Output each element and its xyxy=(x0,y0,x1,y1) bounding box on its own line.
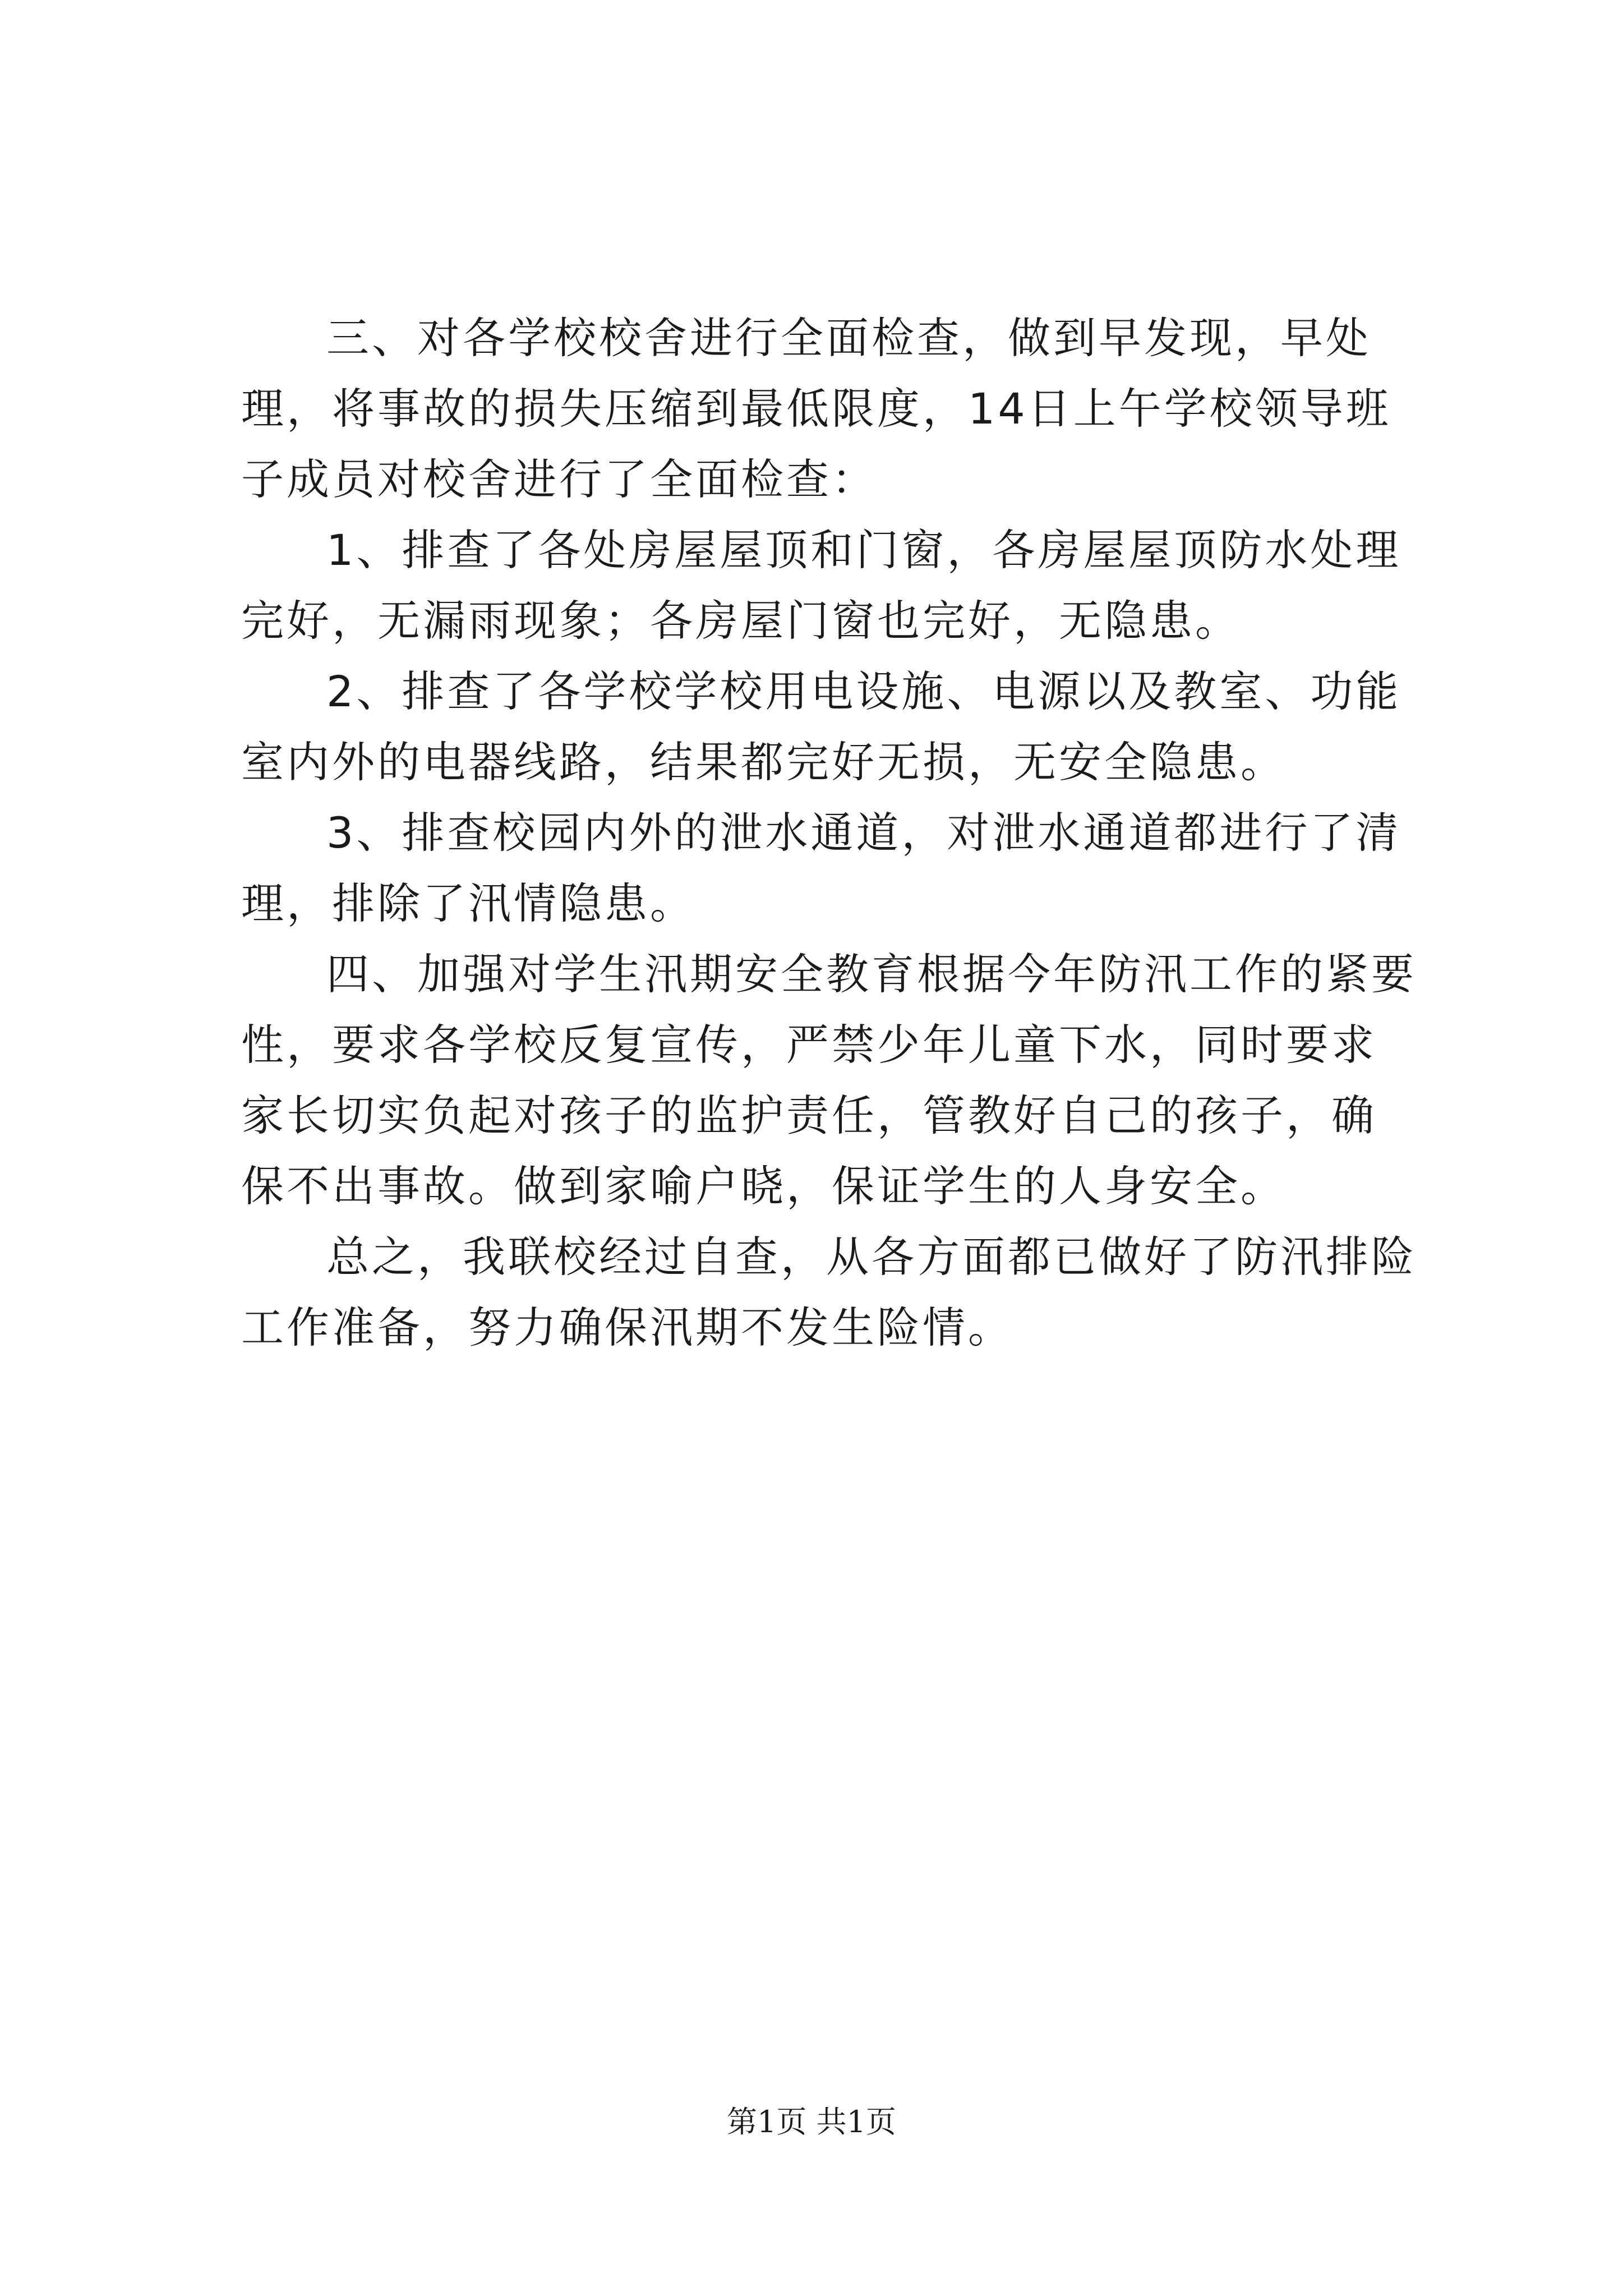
paragraph-conclusion: 总之，我联校经过自查，从各方面都已做好了防汛排险工作准备，努力确保汛期不发生险情。 xyxy=(241,1232,1417,1352)
page-footer: 第1页 共1页 xyxy=(727,2104,896,2139)
paragraph-section-four: 四、加强对学生汛期安全教育根据今年防汛工作的紧要性，要求各学校反复宣传，严禁少年儿童下水，同时要求家长切实负起对孩子的监护责任，管教好自己的孩子，确保不出事故。做到家喻户晓，保证学生的人身安全。 xyxy=(241,949,1417,1211)
paragraph-section-three: 三、对各学校校舍进行全面检查，做到早发现，早处理，将事故的损失压缩到最低限度，14日上午学校领导班子成员对校舍进行了全面检查： xyxy=(241,313,1391,504)
document-body xyxy=(241,303,1419,1363)
paragraph-item-2: 2、排查了各学校学校用电设施、电源以及教室、功能室内外的电器线路，结果都完好无损，无安全隐患。 xyxy=(241,666,1401,787)
paragraph-item-1: 1、排查了各处房屋屋顶和门窗，各房屋屋顶防水处理完好，无漏雨现象；各房屋门窗也完好，无隐患。 xyxy=(241,525,1401,646)
paragraph-item-3: 3、排查校园内外的泄水通道，对泄水通道都进行了清理，排除了汛情隐患。 xyxy=(241,808,1401,928)
